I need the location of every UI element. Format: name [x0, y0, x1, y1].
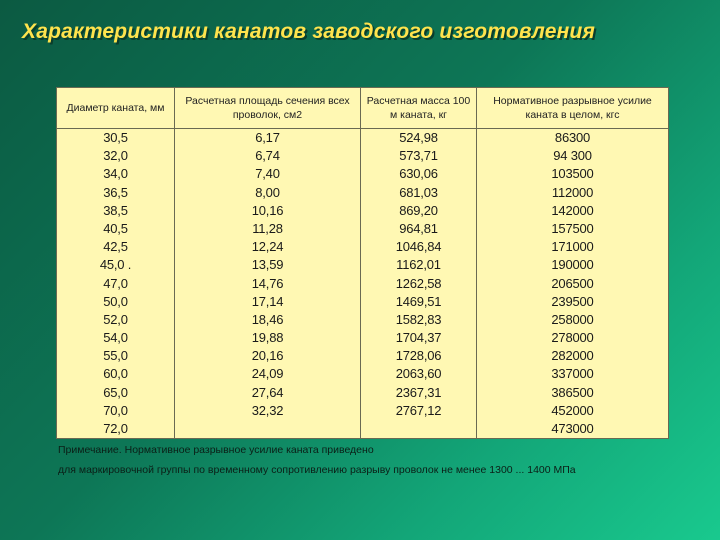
- table-cell: 27,64: [251, 384, 284, 400]
- table-cell: 206500: [551, 275, 594, 291]
- table-cell: 45,0 .: [99, 257, 132, 273]
- table-cell: 7,40: [255, 166, 280, 182]
- table-cell: 10,16: [251, 202, 284, 218]
- table-cell: 103500: [551, 166, 594, 182]
- table-cell: 681,03: [399, 184, 438, 200]
- footnote: [58, 440, 698, 480]
- table-cell: 52,0: [103, 311, 128, 327]
- table-cell: 1704,37: [395, 330, 442, 346]
- table-cell: 452000: [551, 402, 594, 418]
- table-cell: 72,0: [103, 421, 128, 436]
- header-section-area: Расчетная площадь сечения всех проволок, см2: [175, 88, 361, 129]
- table-cell: 1262,58: [395, 275, 442, 291]
- table-cell: 47,0: [103, 275, 128, 291]
- table-cell: 17,14: [251, 293, 284, 309]
- table-cell: 6,74: [255, 148, 280, 164]
- table-cell: 337000: [551, 366, 594, 382]
- table-cell: 86300: [554, 130, 591, 145]
- table-cell: 258000: [551, 311, 594, 327]
- table-cell: 12,24: [251, 239, 284, 255]
- table-cell: 13,59: [251, 257, 284, 273]
- table-cell: 36,5: [103, 184, 128, 200]
- table-cell: 630,06: [399, 166, 438, 182]
- table-cell: 6,17: [255, 130, 280, 145]
- table-cell: 14,76: [251, 275, 284, 291]
- mass-column: [361, 129, 477, 439]
- header-mass: Расчетная масса 100 м каната, кг: [361, 88, 477, 129]
- table-cell: 60,0: [103, 366, 128, 382]
- table-cell: 282000: [551, 348, 594, 364]
- table-cell: 8,00: [255, 184, 280, 200]
- table-cell: 55,0: [103, 348, 128, 364]
- table-cell: 1728,06: [395, 348, 442, 364]
- table-cell: 869,20: [399, 202, 438, 218]
- table-cell: 2767,12: [395, 402, 442, 418]
- table-cell: 171000: [551, 239, 594, 255]
- table-cell: 2063,60: [395, 366, 442, 382]
- table-cell: 34,0: [103, 166, 128, 182]
- table-cell: 40,5: [103, 220, 128, 236]
- footnote-line: для маркировочной группы по временному сопротивлению разрыву проволок не менее 1300 ... 1400 МПа: [58, 464, 576, 476]
- table-cell: 70,0: [103, 402, 128, 418]
- table-cell: 65,0: [103, 384, 128, 400]
- table-cell: 142000: [551, 202, 594, 218]
- table-cell: 2367,31: [395, 384, 442, 400]
- table-cell: 524,98: [399, 130, 438, 145]
- table-cell: 19,88: [251, 330, 284, 346]
- table-cell: 94 300: [553, 148, 592, 164]
- table-cell: 20,16: [251, 348, 284, 364]
- page-title: Характеристики канатов заводского изготовления: [22, 20, 596, 43]
- table-cell: 1162,01: [396, 257, 441, 273]
- table-cell: 1046,84: [395, 239, 442, 255]
- table-cell: 50,0: [103, 293, 128, 309]
- table-body-group: [57, 129, 669, 439]
- diameter-column: [57, 129, 175, 439]
- footnote-line: Примечание. Нормативное разрывное усилие каната приведено: [58, 444, 374, 456]
- table-header-row: [57, 88, 669, 129]
- table-cell: 1469,51: [395, 293, 442, 309]
- table-cell: 18,46: [251, 311, 284, 327]
- header-breaking-force: Нормативное разрывное усилие каната в целом, кгс: [477, 88, 669, 129]
- table-cell: 386500: [551, 384, 594, 400]
- table-cell: 112000: [551, 184, 594, 200]
- table-cell: 239500: [551, 293, 594, 309]
- table-cell: 38,5: [103, 202, 128, 218]
- header-diameter: Диаметр каната, мм: [57, 88, 175, 129]
- table-cell: 473000: [551, 421, 594, 436]
- table-cell: 278000: [551, 330, 594, 346]
- breaking-force-column: [477, 129, 669, 439]
- table-cell: 24,09: [251, 366, 284, 382]
- table-cell: 1582,83: [395, 311, 442, 327]
- table-cell: 573,71: [399, 148, 438, 164]
- table-cell: 42,5: [103, 239, 128, 255]
- table-cell: 30,5: [103, 130, 128, 145]
- rope-specs-table: [56, 87, 669, 439]
- table-cell: 190000: [551, 257, 594, 273]
- section-area-column: [175, 129, 361, 439]
- table-cell: 32,32: [251, 402, 284, 418]
- table-cell: 54,0: [103, 330, 128, 346]
- table-cell: 32,0: [103, 148, 128, 164]
- table-cell: 157500: [551, 220, 594, 236]
- table-cell: 11,28: [252, 220, 283, 236]
- table-cell: 964,81: [399, 220, 438, 236]
